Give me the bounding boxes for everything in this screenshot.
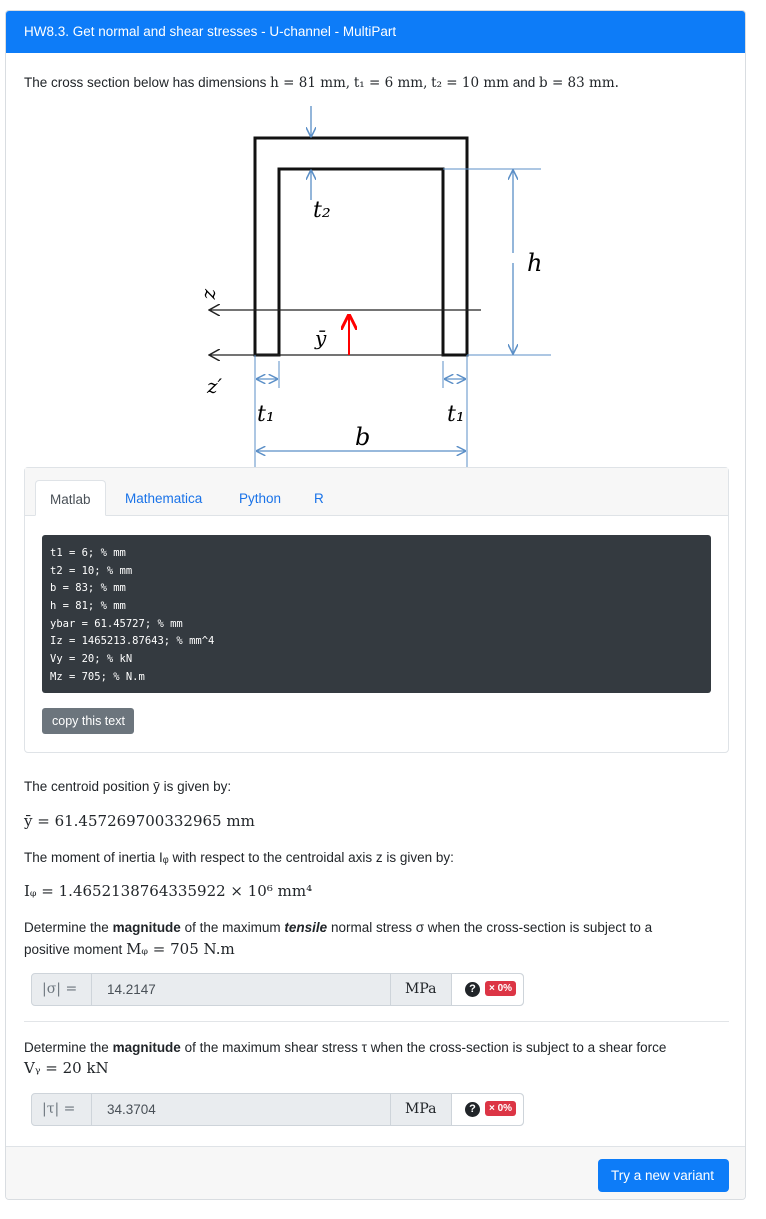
code-line: t2 = 10; % mm [50,564,133,577]
tab-r[interactable]: R [314,491,324,506]
code-line: t1 = 6; % mm [50,547,126,559]
code-line: Vy = 20; % kN [50,653,133,666]
question-title: HW8.3. Get normal and shear stresses - U-channel - MultiPart [6,11,745,53]
u-channel-shape [255,138,467,355]
copy-text-button[interactable]: copy this text [42,708,134,734]
sigma-label: |σ| = [32,974,92,1005]
q1-suffix: normal stress σ when the cross-section is subject to a [330,920,653,935]
t2-dimension: t₂ = 10 mm [431,75,509,91]
tau-label: |τ| = [32,1094,92,1125]
question-1-line2 [24,940,235,958]
question-2-text [24,1040,666,1055]
score-badge: × 0% [485,981,516,996]
q1-bold: magnitude [112,920,181,935]
sigma-status [452,974,523,1005]
code-line: Mz = 705; % N.m [50,670,145,683]
q1-mid: of the maximum [184,920,281,935]
centroid-label: The centroid position ȳ is given by: [24,779,232,794]
score-badge: × 0% [485,1101,516,1116]
question-circle-icon[interactable]: ? [465,1102,480,1117]
code-line: h = 81; % mm [50,600,126,613]
label-b: b [355,423,371,451]
intro-and: and [512,75,536,90]
h-dimension: h = 81 mm, [270,75,351,91]
code-line: Iz = 1465213.87643; % mm^4 [50,635,215,648]
code-line: ybar = 61.45727; % mm [50,617,183,630]
cross-section-figure [191,103,561,473]
tab-matlab[interactable]: Matlab [35,480,106,516]
question-circle-icon[interactable]: ? [465,982,480,997]
label-ybar: ȳ [315,326,327,350]
tau-input-group [31,1093,524,1126]
sigma-input-group [31,973,524,1006]
tau-status [452,1094,523,1125]
label-z-prime: z′ [207,374,223,398]
inertia-value: Iᵩ = 1.4652138764335922 × 10⁶ mm⁴ [24,882,313,900]
b-dimension: b = 83 mm. [539,75,619,91]
q1-moment: Mᵩ = 705 N.m [126,940,235,958]
q2-bold: magnitude [112,1040,181,1055]
sigma-unit: MPa [390,974,452,1005]
label-t1-left: t₁ [257,402,275,427]
label-t2: t₂ [313,198,331,223]
question-card [5,10,746,1200]
q1-bold-italic: tensile [284,920,328,935]
intro-text: The cross section below has dimensions [24,75,267,90]
tab-mathematica[interactable]: Mathematica [125,491,203,506]
tau-unit: MPa [390,1094,452,1125]
card-footer [6,1146,745,1200]
q1-prefix: Determine the [24,920,109,935]
label-t1-right: t₁ [447,402,465,427]
code-line: b = 83; % mm [50,582,126,595]
problem-statement [24,75,619,91]
tabs-bar [25,468,728,516]
code-block [42,535,711,693]
sigma-input[interactable]: 14.2147 [107,982,156,997]
divider [24,1021,729,1022]
tab-python[interactable]: Python [239,491,282,506]
inertia-label: The moment of inertia Iᵩ with respect to the centroidal axis z is given by: [24,850,454,865]
t1-dimension: t₁ = 6 mm, [353,75,428,91]
tau-input[interactable]: 34.3704 [107,1102,156,1117]
code-tabs-panel [24,467,729,753]
label-z: z [200,289,224,300]
centroid-value: ȳ = 61.457269700332965 mm [24,812,255,830]
q2-shear-force: Vᵧ = 20 kN [24,1059,109,1077]
q1-line2: positive moment [24,942,123,957]
label-h: h [527,249,543,277]
q2-suffix: of the maximum shear stress τ when the cross-section is subject to a shear force [184,1040,667,1055]
question-1-text [24,920,652,935]
q2-prefix: Determine the [24,1040,109,1055]
try-new-variant-button[interactable]: Try a new variant [598,1159,729,1192]
